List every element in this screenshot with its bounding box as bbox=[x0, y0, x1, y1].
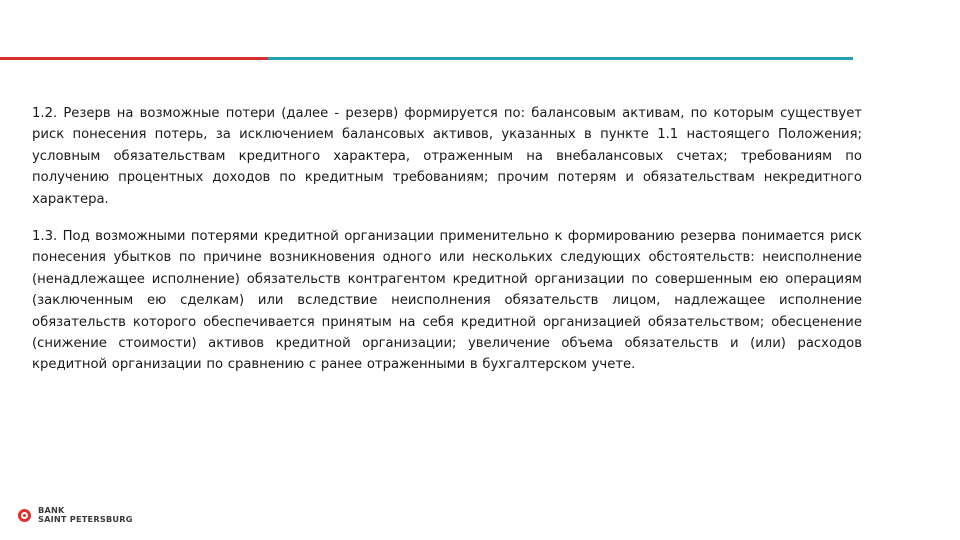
bank-logo-line1: BANK bbox=[38, 505, 65, 515]
slide-body bbox=[32, 103, 862, 376]
paragraph-1-3: 1.3. Под возможными потерями кредитной организации применительно к формированию резерва понимается риск понесения убытков по причине возникновения одного или нескольких следующих обстоятельств: неисполнение (ненадлежащее исполнение) обязательств контрагентом кредитной организации по совершенным ею операциям (заключенным ею сделкам) или вследствие неисполнения обязательств лицом, надлежащее исполнение обязательств которого обеспечивается принятым на себя кредитной организацией обязательством; обесценение (снижение стоимости) активов кредитной организации; увеличение объема обязательств и (или) расходов кредитной организации по сравнению с ранее отраженными в бухгалтерском учете. bbox=[32, 229, 862, 373]
bank-logo-text bbox=[38, 506, 133, 524]
bank-logo bbox=[18, 506, 133, 524]
bank-logo-icon bbox=[18, 509, 31, 522]
paragraph-1-2: 1.2. Резерв на возможные потери (далее - резерв) формируется по: балансовым активам, по которым существует риск понесения потерь, за исключением балансовых активов, указанных в пункте 1.1 настоящего Положения; условным обязательствам кредитного характера, отраженным на внебалансовых счетах; требованиям по получению процентных доходов по кредитным требованиям; прочим потерям и обязательствам некредитного характера. bbox=[32, 106, 862, 207]
bank-logo-line2: SAINT PETERSBURG bbox=[38, 514, 133, 524]
header-divider-teal bbox=[268, 57, 853, 60]
header-divider bbox=[0, 57, 853, 60]
header-divider-red bbox=[0, 57, 268, 60]
